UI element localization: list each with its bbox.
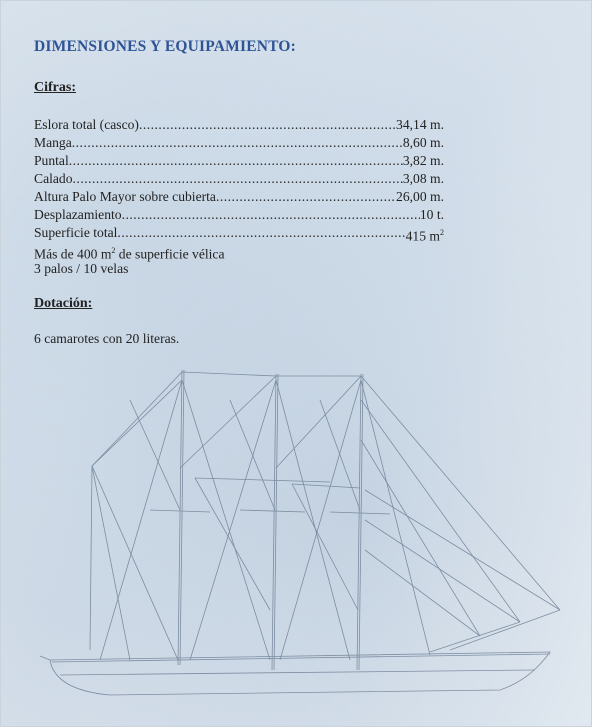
spec-value: 8,60 m. (402, 135, 444, 150)
masts-line: 3 palos / 10 velas (34, 261, 129, 276)
spec-label: Puntal (34, 153, 69, 168)
spec-value: 10 t. (419, 207, 444, 222)
spec-row (34, 188, 444, 206)
spec-value: 34,14 m. (396, 117, 444, 132)
spec-row (34, 224, 444, 242)
spec-row (34, 206, 444, 224)
schooner-sketch-illustration (30, 360, 570, 700)
spec-label: Eslora total (casco) (34, 117, 139, 132)
spec-value: 3,82 m. (402, 153, 444, 168)
spec-value: 415 $m^2$ (405, 228, 444, 244)
spec-label: Manga (34, 135, 72, 150)
spec-row (34, 116, 444, 134)
spec-row (34, 152, 444, 170)
dotacion-text: 6 camarotes con 20 literas. (34, 331, 180, 346)
cifras-heading: Cifras: (34, 80, 76, 95)
sail-area-line: Más de 400 $m^2$ de superficie vélica (34, 246, 225, 262)
specs-list (34, 116, 444, 278)
dotacion-heading: Dotación: (34, 296, 93, 311)
spec-row (34, 134, 444, 152)
spec-label: Calado (34, 171, 73, 186)
page-title: DIMENSIONES Y EQUIPAMIENTO: (34, 38, 297, 55)
spec-value: 26,00 m. (396, 189, 444, 204)
spec-label: Desplazamiento (34, 207, 122, 222)
spec-value: 3,08 m. (402, 171, 444, 186)
spec-label: Altura Palo Mayor sobre cubierta (34, 189, 216, 204)
spec-row (34, 170, 444, 188)
spec-label: Superficie total (34, 225, 118, 240)
